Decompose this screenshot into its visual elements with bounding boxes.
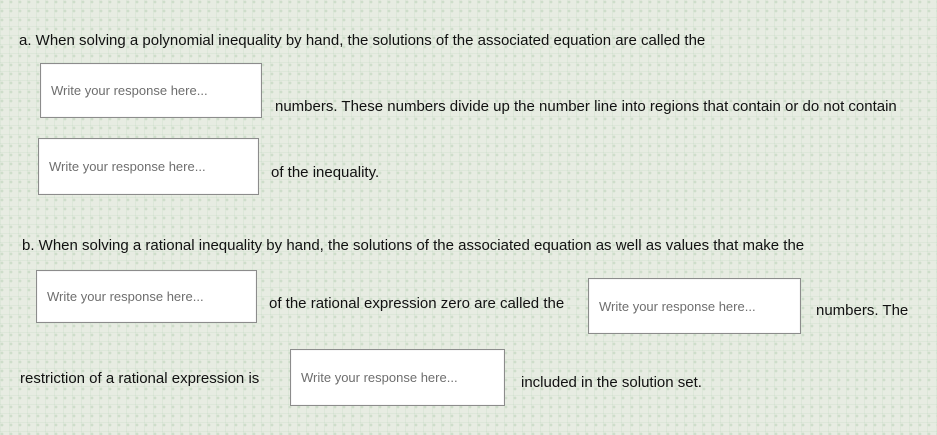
part-a-text-after-blank-2: of the inequality.: [271, 164, 380, 181]
part-b-blank-2[interactable]: [588, 278, 801, 334]
part-b-blank-1-input[interactable]: [47, 289, 246, 304]
part-a-prompt: a. When solving a polynomial inequality by hand, the solutions of the associated equation are called the: [19, 32, 706, 49]
part-b-text-after-blank-1: of the rational expression zero are called the: [269, 295, 565, 312]
part-b-blank-3[interactable]: [290, 349, 505, 406]
part-a-blank-1-input[interactable]: [51, 83, 251, 98]
part-b-text-after-blank-2: numbers. The: [816, 302, 909, 319]
part-a-blank-2-input[interactable]: [49, 159, 248, 174]
part-a-text-after-blank-1: numbers. These numbers divide up the number line into regions that contain or do not contain: [275, 98, 897, 115]
part-b-blank-3-input[interactable]: [301, 370, 494, 385]
part-a-blank-1[interactable]: [40, 63, 262, 118]
part-b-text-after-blank-3: included in the solution set.: [521, 374, 702, 391]
part-b-text-before-blank-3: restriction of a rational expression is: [20, 370, 260, 387]
part-b-blank-2-input[interactable]: [599, 299, 790, 314]
part-b-blank-1[interactable]: [36, 270, 257, 323]
part-a-blank-2[interactable]: [38, 138, 259, 195]
part-b-prompt: b. When solving a rational inequality by hand, the solutions of the associated equation as well as values that make the: [22, 237, 805, 254]
